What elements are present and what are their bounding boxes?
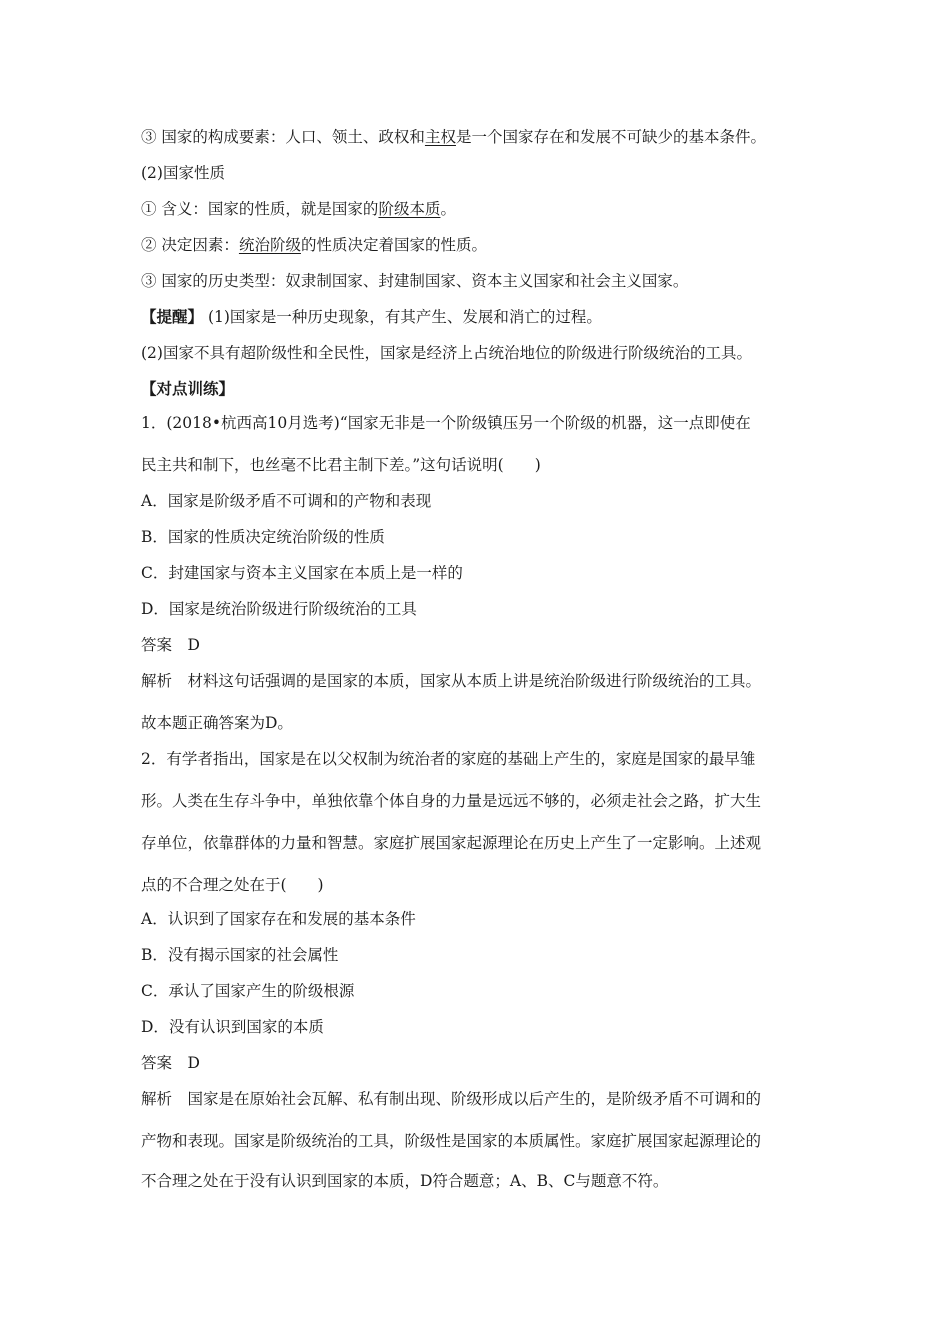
text: 的性质决定着国家的性质。 — [300, 236, 487, 254]
types-line: ③ 国家的历史类型：奴隶制国家、封建制国家、资本主义国家和社会主义国家。 — [141, 272, 689, 290]
reminder-label: 【提醒】 — [141, 307, 204, 326]
q1-option-c: C．封建国家与资本主义国家在本质上是一样的 — [141, 564, 463, 582]
underlined-term: 主权 — [424, 128, 456, 146]
reminder-line — [141, 306, 821, 328]
q1-analysis: 故本题正确答案为D。 — [141, 714, 293, 732]
q2-stem: 2．有学者指出，国家是在以父权制为统治者的家庭的基础上产生的，家庭是国家的最早雏 — [141, 750, 756, 768]
text: 。 — [440, 200, 456, 218]
nature-title: (2)国家性质 — [141, 164, 225, 182]
q1-analysis: 解析 材料这句话强调的是国家的本质，国家从本质上讲是统治阶级进行阶级统治的工具。 — [141, 672, 762, 690]
text: (1)国家是一种历史现象，有其产生、发展和消亡的过程。 — [203, 308, 602, 326]
q2-stem: 存单位，依靠群体的力量和智慧。家庭扩展国家起源理论在历史上产生了一定影响。上述观 — [141, 834, 762, 852]
q1-stem: 1．(2018•杭西高10月选考)“国家无非是一个阶级镇压另一个阶级的机器，这一点即使在 — [141, 414, 751, 432]
underlined-term: 统治阶级 — [238, 236, 301, 254]
q1-option-a: A．国家是阶级矛盾不可调和的产物和表现 — [141, 492, 432, 510]
reminder-point2: (2)国家不具有超阶级性和全民性，国家是经济上占统治地位的阶级进行阶级统治的工具。 — [141, 344, 752, 362]
q2-option-a: A．认识到了国家存在和发展的基本条件 — [141, 910, 416, 928]
text: ② 决定因素： — [141, 236, 239, 254]
meaning-line — [141, 198, 821, 220]
q1-option-b: B．国家的性质决定统治阶级的性质 — [141, 528, 385, 546]
text: ③ 国家的构成要素：人口、领土、政权和 — [141, 128, 425, 146]
q2-option-c: C．承认了国家产生的阶级根源 — [141, 982, 355, 1000]
decide-line — [141, 234, 821, 256]
q2-stem: 点的不合理之处在于( ) — [141, 876, 324, 894]
q1-option-d: D．国家是统治阶级进行阶级统治的工具 — [141, 600, 417, 618]
q2-analysis: 解析 国家是在原始社会瓦解、私有制出现、阶级形成以后产生的，是阶级矛盾不可调和的 — [141, 1090, 762, 1108]
q1-stem: 民主共和制下，也丝毫不比君主制下差。”这句话说明( ) — [141, 456, 541, 474]
q1-answer: 答案 D — [141, 636, 200, 654]
text: ① 含义：国家的性质，就是国家的 — [141, 200, 379, 218]
state-elements-line — [141, 126, 821, 148]
q2-analysis: 不合理之处在于没有认识到国家的本质，D符合题意；A、B、C与题意不符。 — [141, 1172, 669, 1190]
q2-analysis: 产物和表现。国家是阶级统治的工具，阶级性是国家的本质属性。家庭扩展国家起源理论的 — [141, 1132, 762, 1150]
q2-option-b: B．没有揭示国家的社会属性 — [141, 946, 339, 964]
q2-stem: 形。人类在生存斗争中，单独依靠个体自身的力量是远远不够的，必须走社会之路，扩大生 — [141, 792, 762, 810]
q2-option-d: D．没有认识到国家的本质 — [141, 1018, 324, 1036]
text: 是一个国家存在和发展不可缺少的基本条件。 — [455, 128, 766, 146]
underlined-term: 阶级本质 — [378, 200, 441, 218]
training-header: 【对点训练】 — [141, 379, 235, 398]
q2-answer: 答案 D — [141, 1054, 200, 1072]
